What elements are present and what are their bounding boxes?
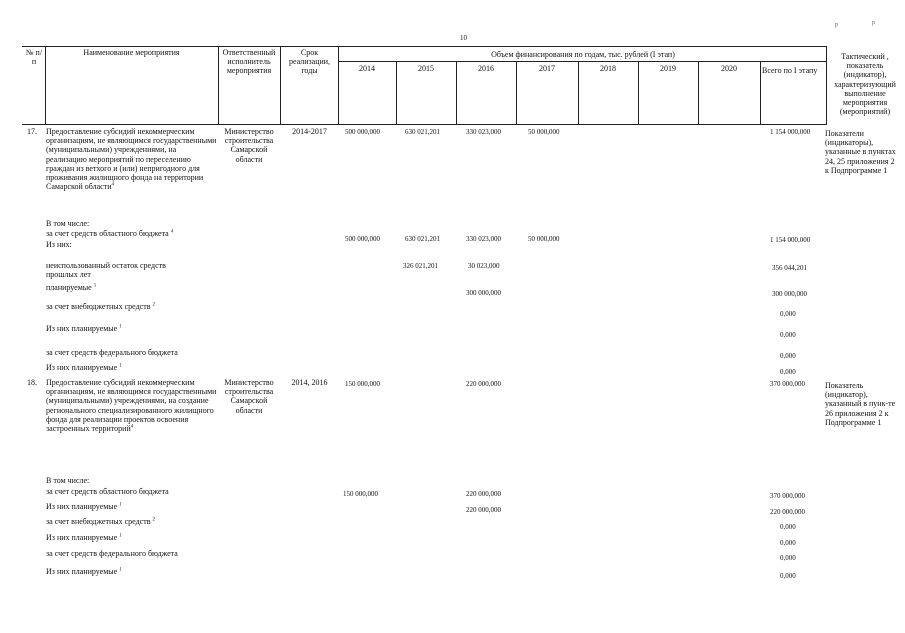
value-2016: 220 000,000 — [466, 380, 501, 388]
row-responsible: Министерство строительства Самарской области — [224, 378, 274, 415]
finance-subheader-line — [338, 61, 826, 62]
regional-2016: 220 000,000 — [466, 490, 501, 498]
planned-label-text: планируемые — [46, 283, 92, 292]
regional-total: 370 000,000 — [770, 492, 805, 500]
footnote-mark: 1 — [93, 283, 97, 289]
col-border — [760, 61, 761, 125]
extra-planned-label — [46, 324, 122, 333]
footnote-mark: 4 — [170, 229, 174, 235]
col-border — [826, 46, 827, 125]
value-2017: 50 000,000 — [528, 128, 560, 136]
extra-planned-label — [46, 533, 122, 542]
table-top-border — [22, 46, 826, 47]
federal-label: за счет средств федерального бюджета — [46, 348, 178, 357]
header-year: 2020 — [721, 64, 737, 73]
header-name: Наименование мероприятия — [83, 48, 180, 57]
page-number: 10 — [460, 34, 467, 42]
extra-label-text: за счет внебюджетных средств — [46, 302, 151, 311]
corner-mark: р — [872, 20, 875, 26]
footnote-mark: 1 — [119, 324, 122, 330]
incl-label: В том числе: — [46, 476, 90, 485]
regional-label-text: за счет средств областного бюджета — [46, 229, 169, 238]
unused-label: неиспользованный остаток средств прошлых лет — [46, 261, 166, 280]
row-term: 2014, 2016 — [291, 378, 328, 387]
planned-label — [46, 283, 96, 292]
header-year: 2014 — [359, 64, 375, 73]
value-2014: 500 000,000 — [345, 128, 380, 136]
row-number: 18. — [27, 378, 37, 387]
footnote-mark: 2 — [152, 302, 156, 308]
row-number: 17. — [27, 127, 37, 136]
footnote-mark: 4 — [111, 182, 114, 188]
federal-planned-label — [46, 363, 122, 372]
header-year: 2018 — [600, 64, 616, 73]
header-total: Всего по I этапу — [762, 66, 818, 75]
extra-label — [46, 517, 155, 526]
row-name-text: Предоставление субсидий некоммерческим организациям, не являющимся государственными (муниципальными) учреждениями, на реализацию мероприятий по переселению граждан из ветхого и (или) непригодного для проживания жилищного фонда на территории Самарской области — [46, 127, 217, 192]
header-responsible: Ответственный исполнитель мероприятия — [222, 48, 276, 76]
row-name — [46, 127, 218, 191]
federal-planned-total: 0,000 — [780, 368, 796, 376]
federal-planned-total: 0,000 — [780, 572, 796, 580]
col-border — [280, 46, 281, 125]
regional-2015: 630 021,201 — [405, 235, 440, 243]
federal-label: за счет средств федерального бюджета — [46, 549, 178, 558]
col-border — [45, 46, 46, 125]
planned-label-text: Из них планируемые — [46, 502, 118, 511]
footnote-mark: 4 — [130, 424, 134, 430]
planned-total: 300 000,000 — [772, 290, 807, 298]
incl-label: В том числе: — [46, 219, 90, 228]
header-year: 2015 — [418, 64, 434, 73]
regional-total: 1 154 000,000 — [770, 236, 811, 244]
planned-total: 220 000,000 — [770, 508, 805, 516]
col-border — [338, 46, 339, 125]
extra-planned-total: 0,000 — [780, 539, 796, 547]
planned-2016: 300 000,000 — [466, 289, 501, 297]
federal-planned-label-text: Из них планируемые — [46, 363, 118, 372]
extra-total: 0,000 — [780, 310, 796, 318]
regional-label — [46, 229, 173, 238]
footnote-mark: 1 — [119, 502, 122, 508]
extra-label-text: за счет внебюджетных средств — [46, 517, 151, 526]
value-total: 1 154 000,000 — [770, 128, 811, 136]
row-indicator: Показатель (индикатор), указанный в пунк-те 26 приложения 2 к Подпрограмме 1 — [825, 381, 896, 427]
regional-2017: 50 000,000 — [528, 235, 560, 243]
value-total: 370 000,000 — [770, 380, 805, 388]
header-finance: Объем финансирования по годам, тыс. рублей (I этап) — [491, 50, 675, 59]
row-name-text: Предоставление субсидий некоммерческим организациям, не являющимся государственными (муниципальными) учреждениями, на создание регионального специализированного жилищного фонда для реализации проектов освоения застроенных территорий — [46, 378, 217, 433]
extra-planned-label-text: Из них планируемые — [46, 533, 118, 542]
planned-label — [46, 502, 122, 511]
planned-2016: 220 000,000 — [466, 506, 501, 514]
extra-label — [46, 302, 155, 311]
unused-2015: 326 021,201 — [403, 262, 438, 270]
unused-total: 356 044,201 — [772, 264, 807, 272]
extra-total: 0,000 — [780, 523, 796, 531]
header-bottom-border — [22, 124, 826, 125]
value-2015: 630 021,201 — [405, 128, 440, 136]
extra-planned-total: 0,000 — [780, 331, 796, 339]
footnote-mark: 1 — [119, 533, 122, 539]
header-year: 2017 — [539, 64, 555, 73]
row-term: 2014-2017 — [292, 127, 327, 136]
of-them-label: Из них: — [46, 240, 72, 249]
value-2014: 150 000,000 — [345, 380, 380, 388]
regional-2016: 330 023,000 — [466, 235, 501, 243]
value-2016: 330 023,000 — [466, 128, 501, 136]
footnote-mark: 1 — [119, 363, 122, 369]
corner-mark: р — [835, 22, 838, 28]
row-responsible: Министерство строительства Самарской области — [224, 127, 274, 164]
regional-2014: 500 000,000 — [345, 235, 380, 243]
federal-planned-label-text: Из них планируемые — [46, 567, 118, 576]
row-name — [46, 378, 218, 433]
header-term: Срок реализации, годы — [288, 48, 331, 76]
row-indicator: Показатели (индикаторы), указанные в пунктах 24, 25 приложения 2 к Подпрограмме 1 — [825, 129, 896, 175]
header-num: № п/п — [25, 48, 43, 67]
federal-planned-label — [46, 567, 122, 576]
header-indicator: Тактический , показатель (индикатор), характеризующий выполнение мероприятия (мероприятий) — [834, 52, 896, 117]
regional-label: за счет средств областного бюджета — [46, 487, 169, 496]
footnote-mark: 2 — [152, 517, 156, 523]
federal-total: 0,000 — [780, 352, 796, 360]
extra-planned-label-text: Из них планируемые — [46, 324, 118, 333]
header-year: 2019 — [660, 64, 676, 73]
footnote-mark: 1 — [119, 567, 122, 573]
regional-2014: 150 000,000 — [343, 490, 378, 498]
unused-2016: 30 023,000 — [468, 262, 500, 270]
federal-total: 0,000 — [780, 554, 796, 562]
header-year: 2016 — [478, 64, 494, 73]
